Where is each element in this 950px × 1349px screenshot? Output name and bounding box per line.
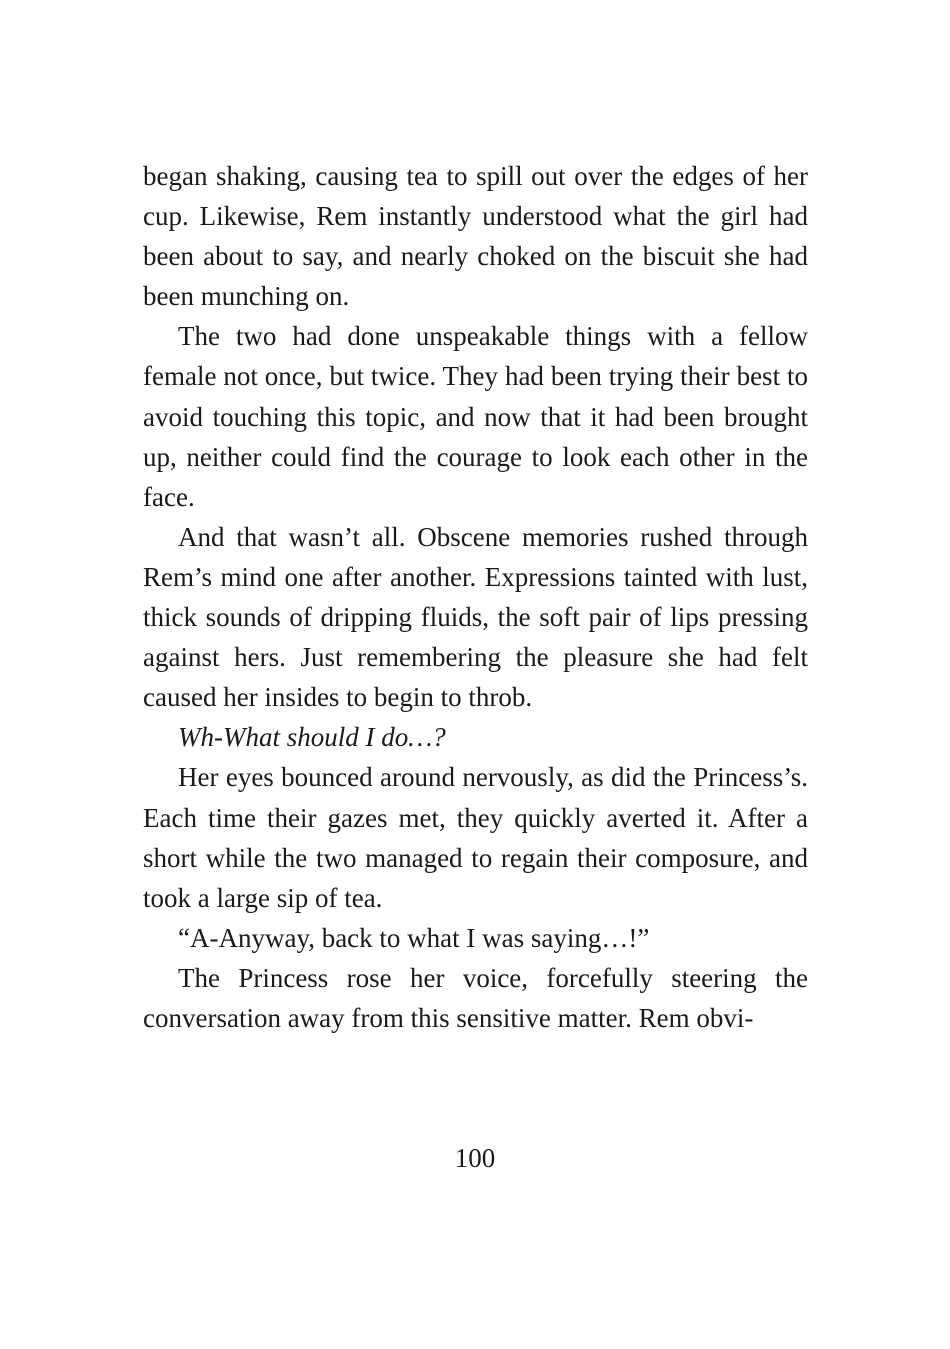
paragraph-6-dialogue: “A-Anyway, back to what I was saying…!”	[178, 922, 650, 953]
paragraph-5: Her eyes bounced around nervously, as did the Princess’s. Each time their gazes met, they quickly averted it. After a short while the two managed to regain their composure, and took a large sip of tea.	[143, 762, 808, 913]
body-text	[143, 156, 808, 1038]
page-number: 100	[454, 1143, 496, 1173]
paragraph-7: The Princess rose her voice, forcefully steering the conversation away from this sensitive matter. Rem obvi-	[143, 962, 808, 1033]
paragraph-3: And that wasn’t all. Obscene memories rushed through Rem’s mind one after another. Expressions tainted with lust, thick sounds of dripping fluids, the soft pair of lips pressing against hers. Just remembering the pleasure she had felt caused her insides to begin to throb.	[143, 521, 808, 713]
paragraph-4-inner-thought: Wh-What should I do…?	[178, 722, 446, 753]
paragraph-1: began shaking, causing tea to spill out over the edges of her cup. Likewise, Rem instantly understood what the girl had been about to say, and nearly choked on the biscuit she had been munching on.	[143, 161, 808, 312]
paragraph-2: The two had done unspeakable things with a fellow female not once, but twice. They had been trying their best to avoid touching this topic, and now that it had been brought up, neither could find the courage to look each other in the face.	[143, 321, 808, 512]
